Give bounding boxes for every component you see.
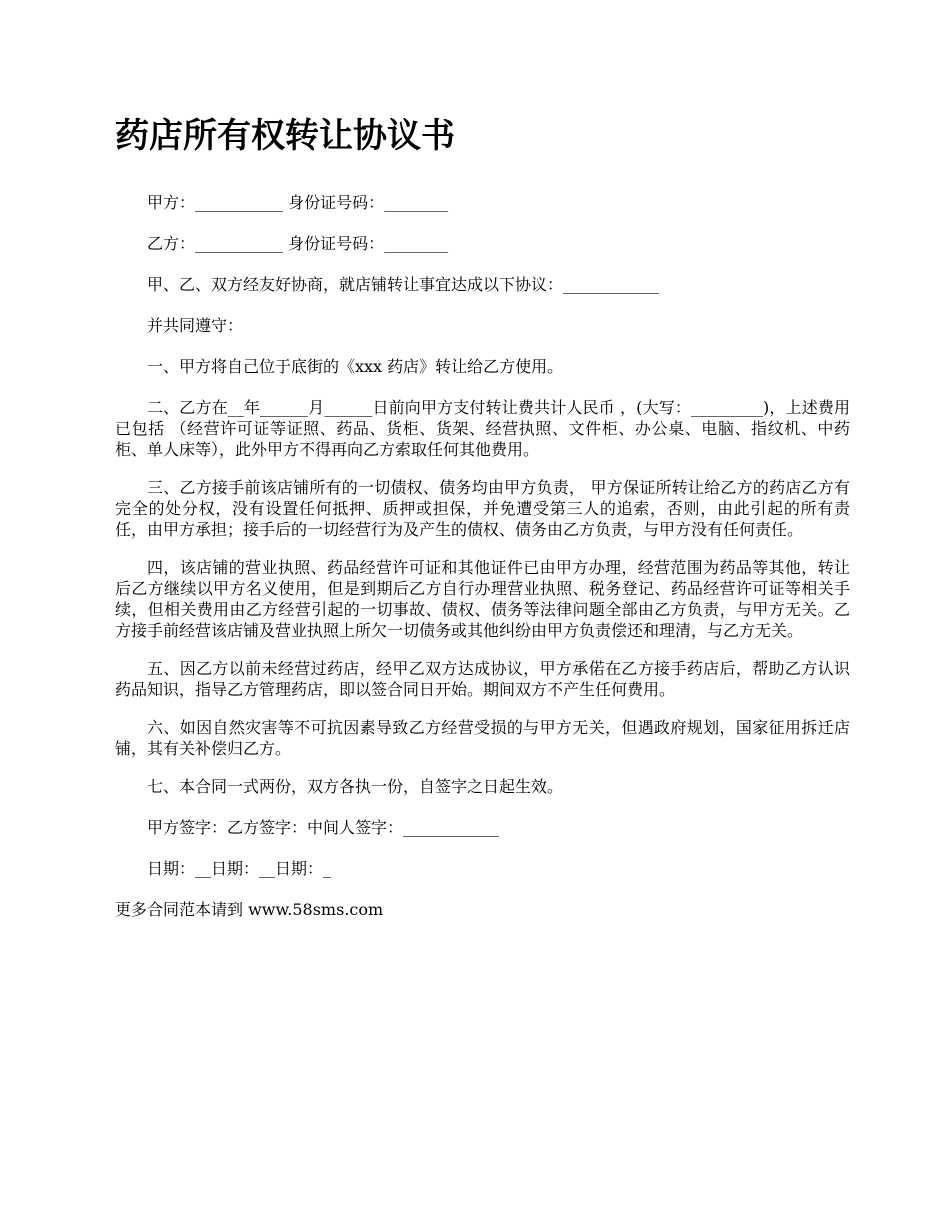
clause-7: 七、本合同一式两份，双方各执一份，自签字之日起生效。 (147, 777, 564, 796)
date-line: 日期：__日期：__日期：_ (147, 859, 332, 878)
agreement-intro: 甲、乙、双方经友好协商，就店铺转让事宜达成以下协议：____________ (147, 275, 660, 294)
clause-1: 一、甲方将自己位于底街的《xxx 药店》转让给乙方使用。 (147, 357, 564, 376)
clause-6: 六、如因自然灾害等不可抗因素导致乙方经营受损的与甲方无关，但遇政府规划，国家征用拆迁店铺，其有关补偿归乙方。 (115, 718, 850, 758)
document-title: 药店所有权转让协议书 (115, 116, 455, 156)
clause-2: 二、乙方在__年______月______日前向甲方支付转让费共计人民币 ，(大写：_________)，上述费用已包括 （经营许可证等证照、药品、货柜、货架、经营执照、文件柜、办公桌、电脑、指纹机、中药柜、单人床等），此外甲方不得再向乙方索取任何其他费用。 (115, 398, 850, 459)
document-page (115, 110, 850, 937)
party-b-line: 乙方：___________ 身份证号码：________ (147, 234, 449, 253)
agreement-intro-continued: 并共同遵守： (147, 316, 244, 335)
footer-note: 更多合同范本请到 www.58sms.com (115, 900, 384, 919)
clause-5: 五、因乙方以前未经营过药店，经甲乙双方达成协议，甲方承偌在乙方接手药店后，帮助乙方认识药品知识，指导乙方管理药店，即以签合同日开始。期间双方不产生任何费用。 (115, 659, 850, 699)
clause-3: 三、乙方接手前该店铺所有的一切债权、债务均由甲方负责， 甲方保证所转让给乙方的药店乙方有完全的处分权，没有设置任何抵押、质押或担保，并免遭受第三人的追索，否则，由此引起的所有责任，由甲方承担；接手后的一切经营行为及产生的债权、债务由乙方负责，与甲方没有任何责任。 (115, 478, 850, 539)
signature-line: 甲方签字：乙方签字：中间人签字：____________ (147, 818, 500, 837)
party-a-line: 甲方：___________ 身份证号码：________ (147, 193, 449, 212)
clause-4: 四，该店铺的营业执照、药品经营许可证和其他证件已由甲方办理，经营范围为药品等其他，转让后乙方继续以甲方名义使用，但是到期后乙方自行办理营业执照、税务登记、药品经营许可证等相关手续，但相关费用由乙方经营引起的一切事故、债权、债务等法律问题全部由乙方负责，与甲方无关。乙方接手前经营该店铺及营业执照上所欠一切债务或其他纠纷由甲方负责偿还和理清，与乙方无关。 (115, 558, 850, 640)
